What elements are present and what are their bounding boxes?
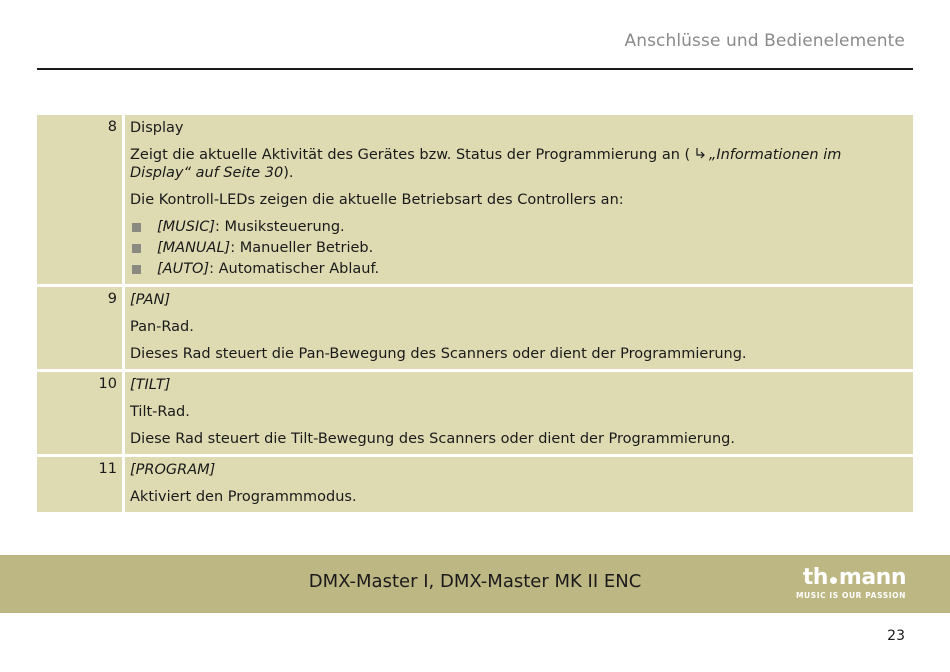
logo-dot-icon [830, 577, 837, 584]
table-row-10 [37, 372, 913, 454]
bullet-text: : Automatischer Ablauf. [209, 261, 380, 277]
row-number: 9 [37, 287, 122, 369]
reference-arrow-icon [695, 146, 707, 164]
description-suffix: ). [283, 165, 294, 181]
list-item [130, 260, 905, 278]
row-title: [TILT] [130, 377, 171, 393]
bullet-key: [MANUAL] [157, 240, 231, 256]
bullet-square-icon [132, 265, 141, 274]
row-number: 8 [37, 115, 122, 284]
bullet-text: : Musiksteuerung. [215, 219, 345, 235]
row-title: [PAN] [130, 292, 171, 308]
row-line: Tilt-Rad. [130, 404, 190, 420]
header-divider [37, 68, 913, 70]
row-content [125, 287, 913, 369]
row-line: Aktiviert den Programmmodus. [130, 489, 357, 505]
row-content [125, 372, 913, 454]
list-item [130, 218, 905, 236]
bullet-key: [AUTO] [157, 261, 210, 277]
bullet-square-icon [132, 244, 141, 253]
footer-model-name: DMX-Master I, DMX-Master MK II ENC [308, 571, 642, 592]
bullet-text: : Manueller Betrieb. [230, 240, 374, 256]
bullet-square-icon [132, 223, 141, 232]
list-item [130, 239, 905, 257]
footer-band [0, 555, 950, 613]
led-mode-list [130, 218, 905, 278]
table-row-8 [37, 115, 913, 284]
thomann-logo [792, 567, 906, 600]
cross-reference-link[interactable]: „Informationen im Display“ auf Seite 30 [130, 147, 842, 181]
row-content [125, 457, 913, 512]
row-line: Pan-Rad. [130, 319, 194, 335]
row-line: Dieses Rad steuert die Pan-Bewegung des Scanners oder dient der Programmierung. [130, 346, 747, 362]
row-description [130, 146, 905, 182]
table-row-9 [37, 287, 913, 369]
row-number: 11 [37, 457, 122, 512]
row-title: Display [130, 120, 184, 136]
logo-wordmark: th mann [802, 565, 906, 590]
page-header-title: Anschlüsse und Bedienelemente [624, 31, 905, 51]
leds-intro: Die Kontroll-LEDs zeigen die aktuelle Betriebsart des Controllers an: [130, 192, 624, 208]
row-number: 10 [37, 372, 122, 454]
table-row-11 [37, 457, 913, 512]
bullet-key: [MUSIC] [157, 219, 216, 235]
row-line: Diese Rad steuert die Tilt-Bewegung des Scanners oder dient der Programmierung. [130, 431, 735, 447]
row-content [125, 115, 913, 284]
logo-tagline: MUSIC IS OUR PASSION [795, 591, 906, 600]
page-number: 23 [887, 628, 905, 644]
controls-table [37, 115, 913, 512]
row-title: [PROGRAM] [130, 462, 216, 478]
description-prefix: Zeigt die aktuelle Aktivität des Gerätes bzw. Status der Programmierung an ( [130, 147, 691, 163]
